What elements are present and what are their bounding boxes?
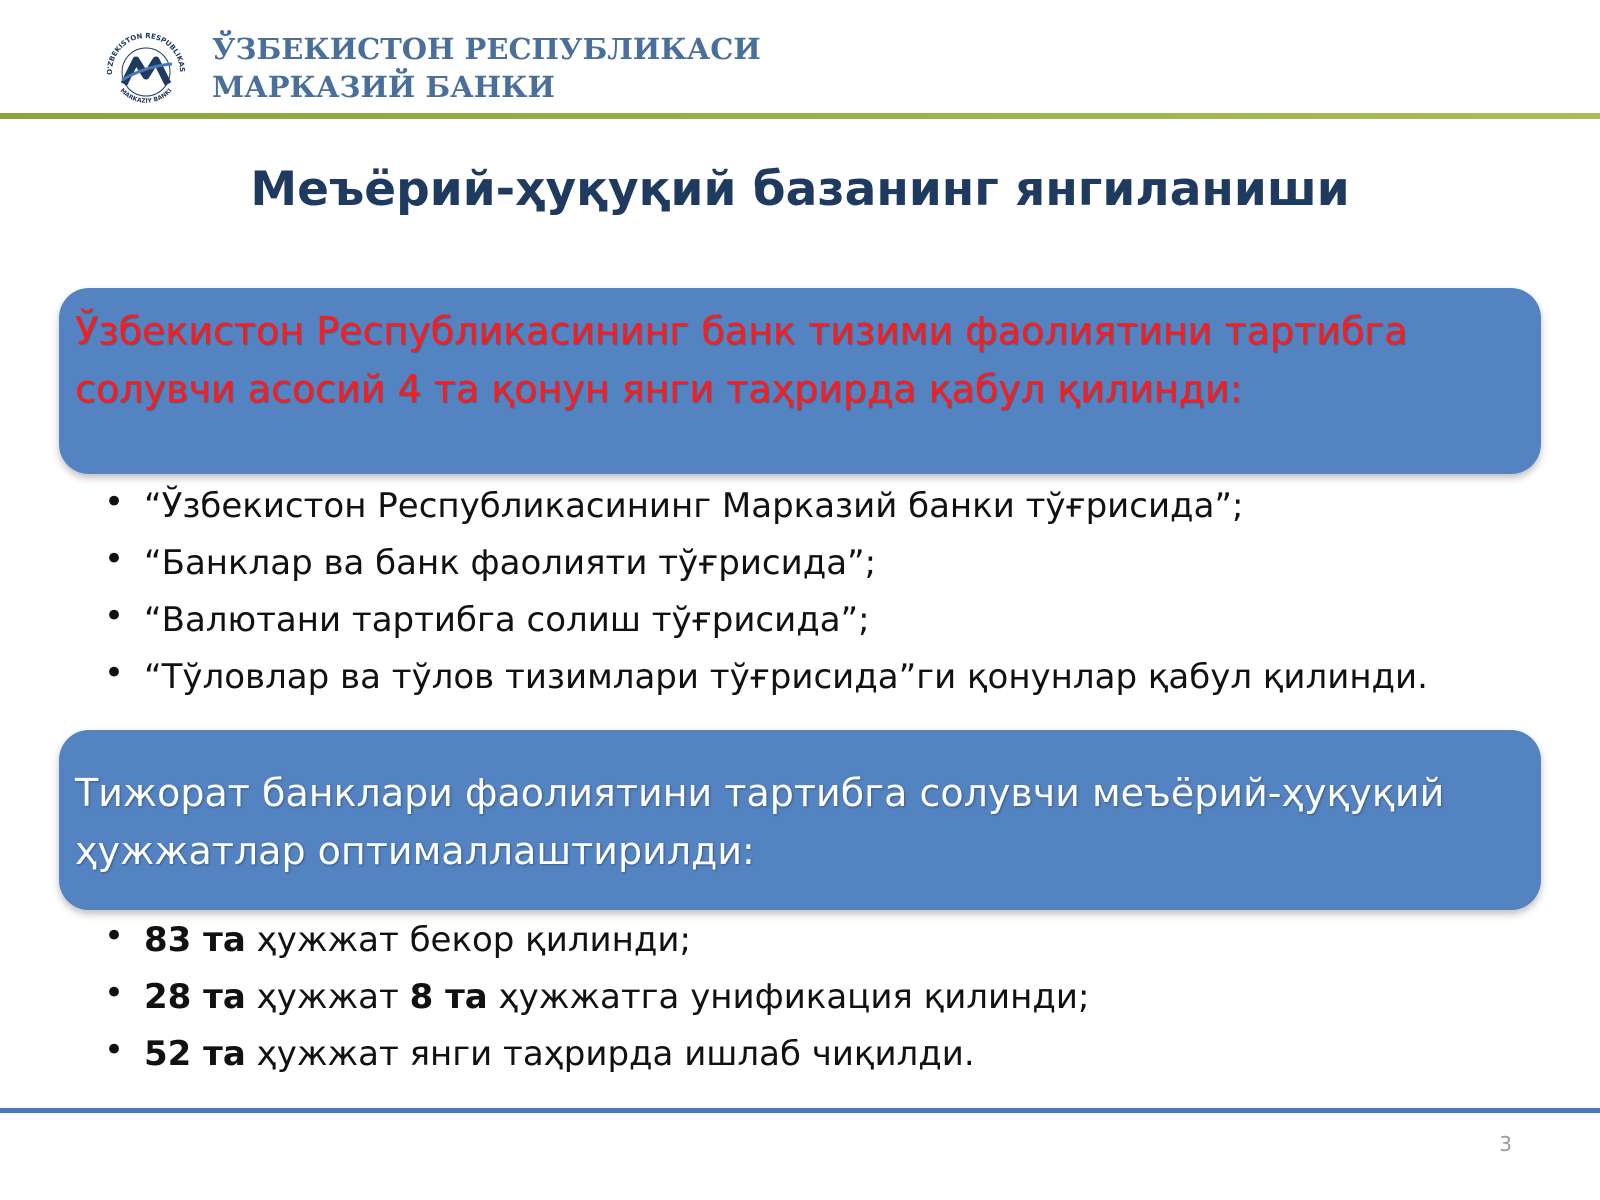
list-item: • “Ўзбекистон Республикасининг Марказий банки тўғрисида”; — [98, 478, 1428, 535]
count-value: 28 та — [144, 977, 246, 1017]
list-item: • “Тўловлар ва тўлов тизимлари тўғрисида”ги қонунлар қабул қилинди. — [98, 649, 1428, 706]
list-item: • “Валютани тартибга солиш тўғрисида”; — [98, 592, 1428, 649]
page-number: 3 — [1499, 1132, 1512, 1156]
section2-heading-box — [59, 730, 1541, 910]
org-name-line1: ЎЗБЕКИСТОН РЕСПУБЛИКАСИ — [212, 32, 761, 66]
logo-text-top: O'ZBEKISTON RESPUBLIKAS — [105, 31, 187, 75]
count-value: 52 та — [144, 1034, 246, 1074]
list-item — [98, 969, 1089, 1026]
count-value: 83 та — [144, 920, 246, 960]
list-item — [98, 1026, 1089, 1083]
item-text: ҳужжатга унификация қилинди; — [487, 977, 1090, 1017]
organization-name — [212, 30, 761, 106]
section1-heading: Ўзбекистон Республикасининг банк тизими фаолиятини тартибга солувчи асосий 4 та қонун янги таҳрирда қабул қилинди: — [75, 309, 1408, 411]
section2-document-list — [98, 912, 1089, 1083]
list-item: • “Банклар ва банк фаолияти тўғрисида”; — [98, 535, 1428, 592]
logo-text-bottom: MARKAZIY BANKI — [118, 87, 174, 105]
section1-law-list — [98, 478, 1428, 706]
central-bank-logo-icon — [102, 26, 190, 114]
item-text: ҳужжат — [245, 977, 410, 1017]
list-item — [98, 912, 1089, 969]
footer-divider — [0, 1108, 1600, 1113]
header-divider — [0, 113, 1600, 119]
section2-heading: Тижорат банклари фаолиятини тартибга солувчи меъёрий-ҳуқуқий ҳужжатлар оптималлаштирилди: — [75, 771, 1445, 873]
org-name-line2: МАРКАЗИЙ БАНКИ — [212, 70, 555, 104]
slide-header — [0, 0, 1600, 116]
item-text: ҳужжат янги таҳрирда ишлаб чиқилди. — [245, 1034, 975, 1074]
slide-title: Меъёрий-ҳуқуқий базанинг янгиланиши — [250, 162, 1350, 217]
count-value: 8 та — [409, 977, 488, 1017]
section1-heading-box — [59, 288, 1541, 474]
item-text: ҳужжат бекор қилинди; — [245, 920, 691, 960]
